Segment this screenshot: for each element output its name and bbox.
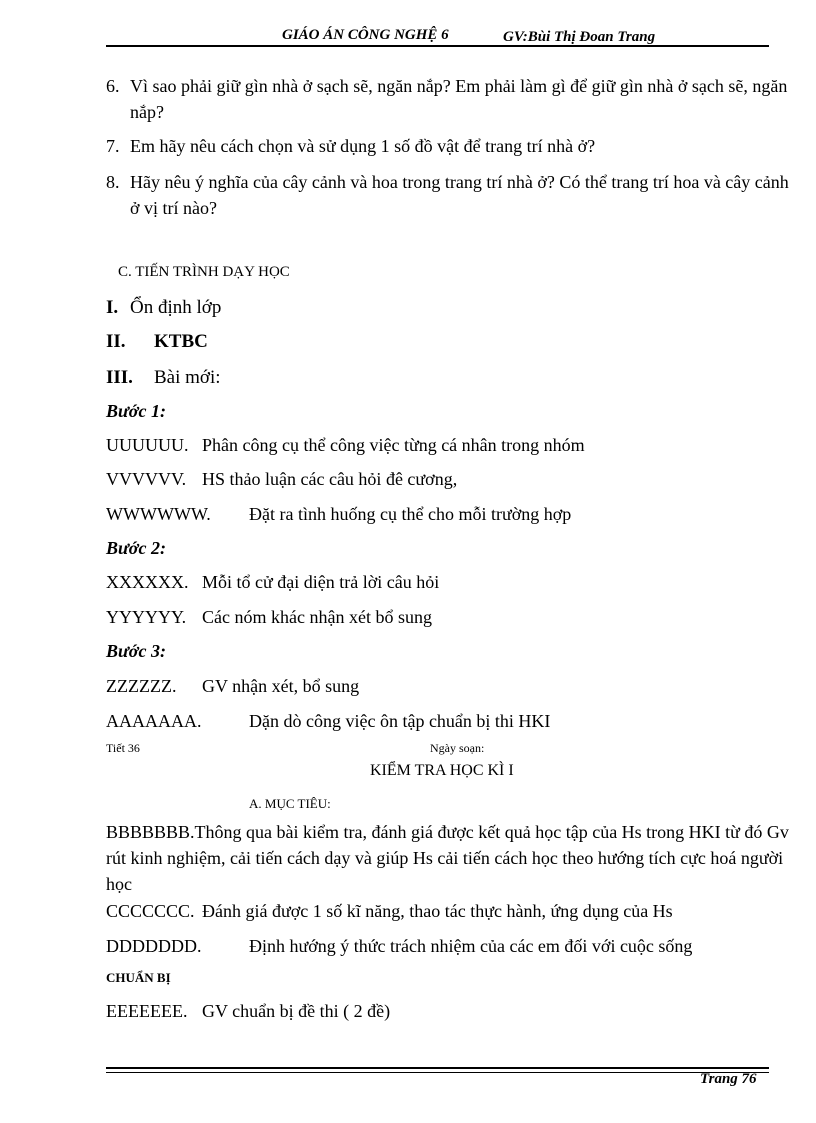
objective-text: Định hướng ý thức trách nhiệm của các em đối với cuộc sống (249, 936, 693, 956)
step-1-heading: Bước 1: (106, 401, 166, 421)
list-item-text: Mỗi tổ cử đại diện trả lời câu hỏi (202, 572, 440, 592)
objective-marker: DDDDDDD. (106, 936, 202, 956)
list-item-text: GV nhận xét, bổ sung (202, 676, 360, 696)
list-item-marker: XXXXXX. (106, 572, 189, 592)
footer-rule (106, 1067, 769, 1069)
question-text: Vì sao phải giữ gìn nhà ở sạch sẽ, ngăn nắp? Em phải làm gì để giữ gìn nhà ở sạch sẽ, ngăn nắp? (130, 76, 788, 122)
objective-marker: BBBBBBB. (106, 822, 195, 842)
list-item-marker: ZZZZZZ. (106, 676, 177, 696)
objective-text: Thông qua bài kiểm tra, đánh giá được kết quả học tập của Hs trong HKI từ đó Gv rút kinh nghiệm, cải tiến cách dạy và giúp Hs cải tiến cách học theo hướng tích cực hoá người học (106, 822, 789, 894)
list-item-text: Các nóm khác nhận xét bổ sung (202, 607, 432, 627)
objective-item (106, 819, 796, 897)
roman-label: KTBC (154, 331, 208, 352)
objective-text: GV chuẩn bị đề thi ( 2 đề) (202, 1001, 391, 1021)
preparation-heading: CHUẨN BỊ (106, 970, 171, 985)
question-text: Hãy nêu ý nghĩa của cây cảnh và hoa trong trang trí nhà ở? Có thể trang trí hoa và cây cảnh ở vị trí nào? (130, 172, 789, 218)
objective-marker: CCCCCCC. (106, 901, 195, 921)
list-item-marker: AAAAAAA. (106, 711, 202, 731)
list-item-text: Phân công cụ thể công việc từng cá nhân trong nhóm (202, 435, 585, 455)
objectives-heading: A. MỤC TIÊU: (249, 796, 331, 811)
roman-number: I. (106, 297, 119, 318)
list-item-text: Dặn dò công việc ôn tập chuẩn bị thi HKI (249, 711, 551, 731)
roman-label: Ổn định lớp (130, 297, 222, 318)
list-item-marker: YYYYYY. (106, 607, 187, 627)
list-item-text: HS thảo luận các câu hỏi đê cương, (202, 469, 458, 489)
roman-number: III. (106, 367, 133, 388)
lesson-number: Tiết 36 (106, 741, 140, 755)
question-number: 8. (106, 172, 120, 192)
question-number: 6. (106, 76, 120, 96)
step-2-heading: Bước 2: (106, 538, 166, 558)
step-3-heading: Bước 3: (106, 641, 166, 661)
objective-text: Đánh giá được 1 số kĩ năng, thao tác thực hành, ứng dụng của Hs (202, 901, 673, 921)
page-number: Trang 76 (700, 1071, 757, 1087)
objective-marker: EEEEEEE. (106, 1001, 188, 1021)
question-number: 7. (106, 136, 120, 156)
list-item-marker: WWWWWW. (106, 504, 211, 524)
list-item-marker: VVVVVV. (106, 469, 187, 489)
roman-label: Bài mới: (154, 367, 221, 388)
roman-number: II. (106, 331, 126, 352)
footer-rule-thin (106, 1072, 769, 1073)
header-author: GV:Bùi Thị Đoan Trang (503, 29, 656, 45)
section-c-heading: C. TIẾN TRÌNH DẠY HỌC (118, 264, 290, 280)
list-item-marker: UUUUUU. (106, 435, 189, 455)
lesson-title: KIỂM TRA HỌC KÌ I (370, 762, 514, 779)
header-rule (106, 45, 769, 47)
lesson-date-label: Ngày soạn: (430, 741, 485, 755)
header-title: GIÁO ÁN CÔNG NGHỆ 6 (282, 27, 449, 43)
list-item-text: Đặt ra tình huống cụ thể cho mỗi trường hợp (249, 504, 572, 524)
question-text: Em hãy nêu cách chọn và sử dụng 1 số đồ vật để trang trí nhà ở? (130, 136, 596, 156)
